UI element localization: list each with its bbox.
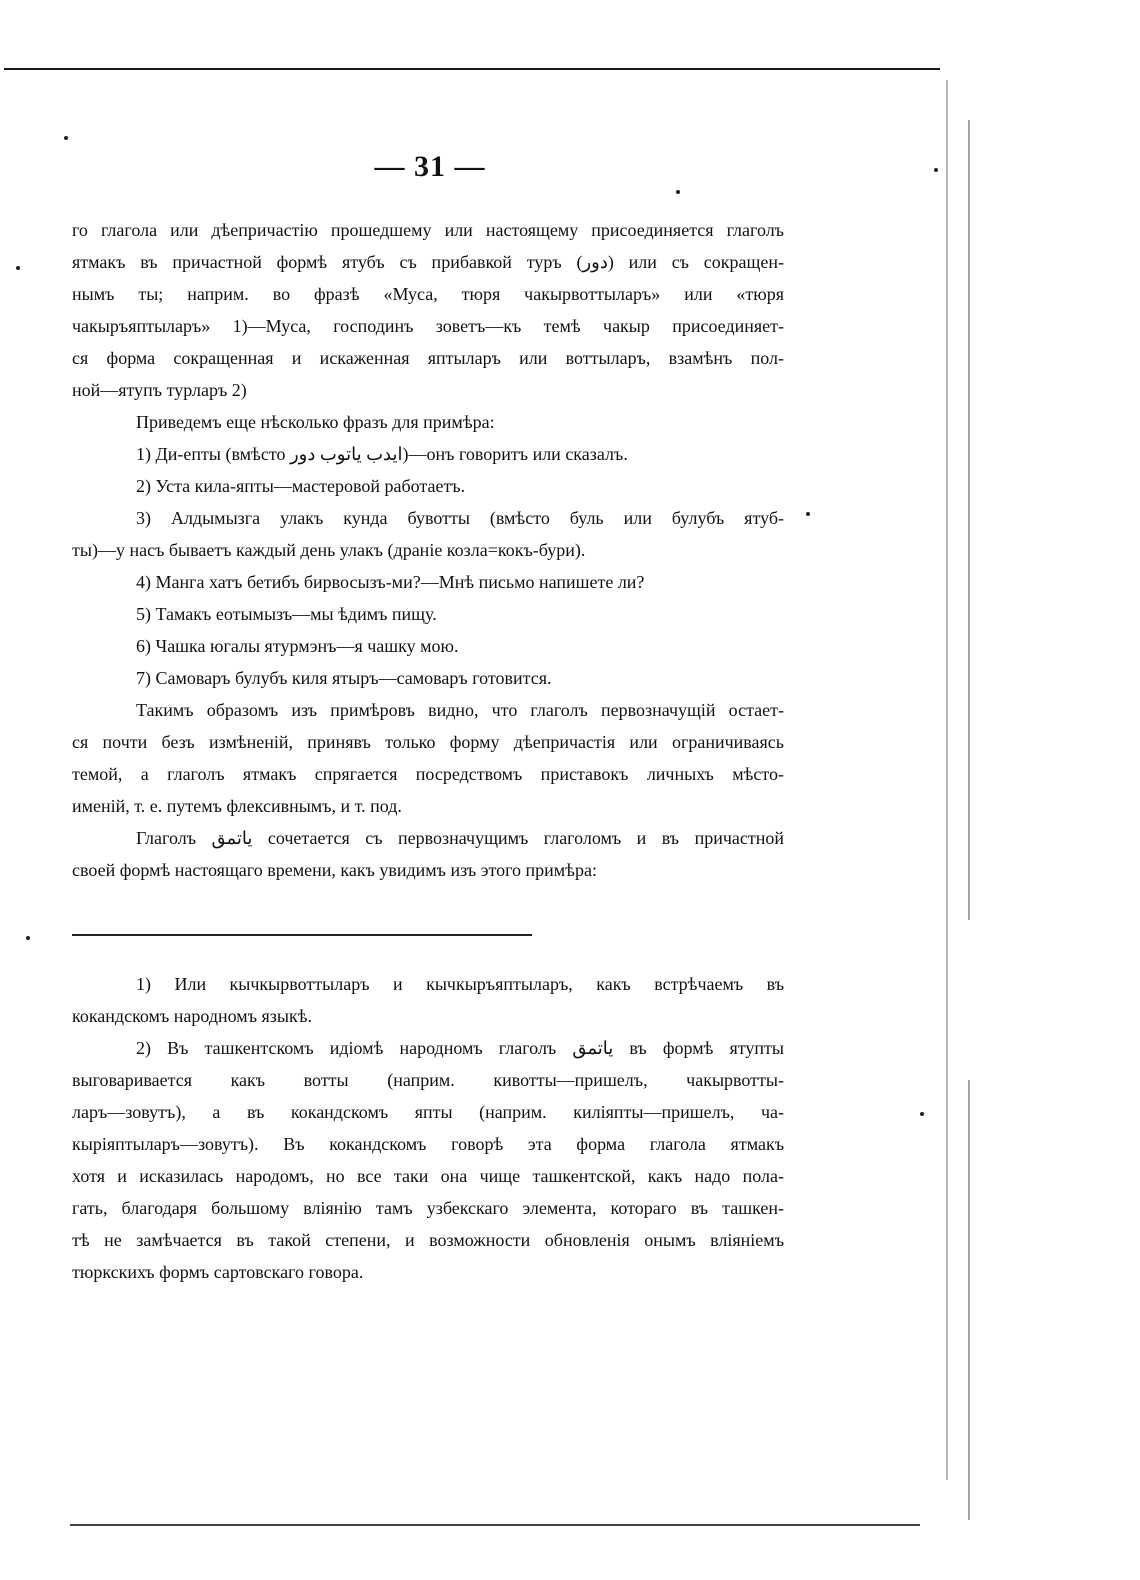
scan-speck: [64, 136, 68, 140]
scan-speck: [26, 936, 30, 940]
footnote-line: хотя и исказилась народомъ, но все таки она чище ташкентской, какъ надо пола-: [72, 1166, 784, 1186]
main-text-block: [72, 214, 784, 886]
footnote-line: выговаривается какъ вотты (наприм. кивотты—пришелъ, чакырвотты-: [72, 1070, 784, 1090]
scan-edge-line: [968, 1080, 970, 1520]
text-line: нымъ ты; наприм. во фразѣ «Муса, тюря чакырвоттыларъ» или «тюря: [72, 284, 784, 304]
text-line: 3) Алдымызга улакъ кунда бувотты (вмѣсто буль или булубъ ятуб-: [136, 508, 784, 528]
text-line: 7) Самоваръ булубъ киля ятыръ—самоваръ готовится.: [136, 668, 552, 688]
scan-speck: [806, 512, 810, 516]
scan-edge-line: [968, 120, 970, 920]
top-border-line: [4, 68, 940, 70]
text-line: 4) Манга хатъ бетибъ бирвосызъ-ми?—Мнѣ письмо напишете ли?: [136, 572, 645, 592]
footnote-separator: [72, 934, 532, 936]
text-line: именій, т. е. путемъ флексивнымъ, и т. под.: [72, 796, 402, 816]
bottom-border-line: [70, 1524, 920, 1526]
footnote-line: 1) Или кычкырвоттыларъ и кычкыръяптыларъ, какъ встрѣчаемъ въ: [136, 974, 784, 994]
scan-speck: [676, 190, 680, 194]
footnote-line: кокандскомъ народномъ языкѣ.: [72, 1006, 313, 1026]
text-line: 2) Уста кила-япты—мастеровой работаетъ.: [136, 476, 466, 496]
text-line: своей формѣ настоящаго времени, какъ увидимъ изъ этого примѣра:: [72, 860, 597, 880]
scan-speck: [920, 1112, 924, 1116]
text-line: Приведемъ еще нѣсколько фразъ для примѣра:: [136, 412, 495, 432]
footnote-line: гать, благодаря большому вліянію тамъ узбекскаго элемента, котораго въ ташкен-: [72, 1198, 784, 1218]
text-line: Глаголъ ياتمق сочетается съ первозначущимъ глаголомъ и въ причастной: [136, 828, 784, 848]
text-line: ной—ятупъ турларъ 2): [72, 380, 247, 400]
footnote-line: кырiяптыларъ—зовутъ). Въ кокандскомъ говорѣ эта форма глагола ятмакъ: [72, 1134, 784, 1154]
text-line: чакыръяптыларъ» 1)—Муса, господинъ зоветъ—къ темѣ чакыр присоединяет-: [72, 316, 784, 336]
footnotes-block: [72, 968, 784, 1288]
scan-speck: [934, 168, 938, 172]
text-line: темой, а глаголъ ятмакъ спрягается посредствомъ приставокъ личныхъ мѣсто-: [72, 764, 784, 784]
footnote-line: ларъ—зовутъ), а въ кокандскомъ япты (наприм. киліяпты—пришелъ, ча-: [72, 1102, 784, 1122]
text-line: ятмакъ въ причастной формѣ ятубъ съ прибавкой туръ (دور) или съ сокращен-: [72, 252, 784, 272]
text-line: ты)—у насъ бываетъ каждый день улакъ (драніе козла=кокъ-бури).: [72, 540, 586, 560]
footnote-line: тѣ не замѣчается въ такой степени, и возможности обновленія онымъ вліяніемъ: [72, 1230, 784, 1250]
text-line: Такимъ образомъ изъ примѣровъ видно, что глаголъ первозначущій остает-: [136, 700, 784, 720]
text-line: го глагола или дѣепричастію прошедшему или настоящему присоединяется глаголъ: [72, 220, 784, 240]
page-number: — 31 —: [374, 150, 486, 183]
text-line: 1) Ди-епты (вмѣсто ايدب ياتوب دور)—онъ говоритъ или сказалъ.: [136, 444, 628, 464]
scan-edge-line: [946, 80, 948, 1480]
text-line: ся форма сокращенная и искаженная яптыларъ или воттыларъ, взамѣнъ пол-: [72, 348, 784, 368]
footnote-line: тюркскихъ формъ сартовскаго говора.: [72, 1262, 364, 1282]
text-line: ся почти безъ измѣненій, принявъ только форму дѣепричастія или ограничиваясь: [72, 732, 784, 752]
text-line: 6) Чашка югалы ятурмэнъ—я чашку мою.: [136, 636, 459, 656]
scan-speck: [16, 266, 20, 270]
text-line: 5) Тамакъ еотымызъ—мы ѣдимъ пищу.: [136, 604, 437, 624]
footnote-line: 2) Въ ташкентскомъ идіомѣ народномъ глаголъ ياتمق въ формѣ ятупты: [136, 1038, 784, 1058]
